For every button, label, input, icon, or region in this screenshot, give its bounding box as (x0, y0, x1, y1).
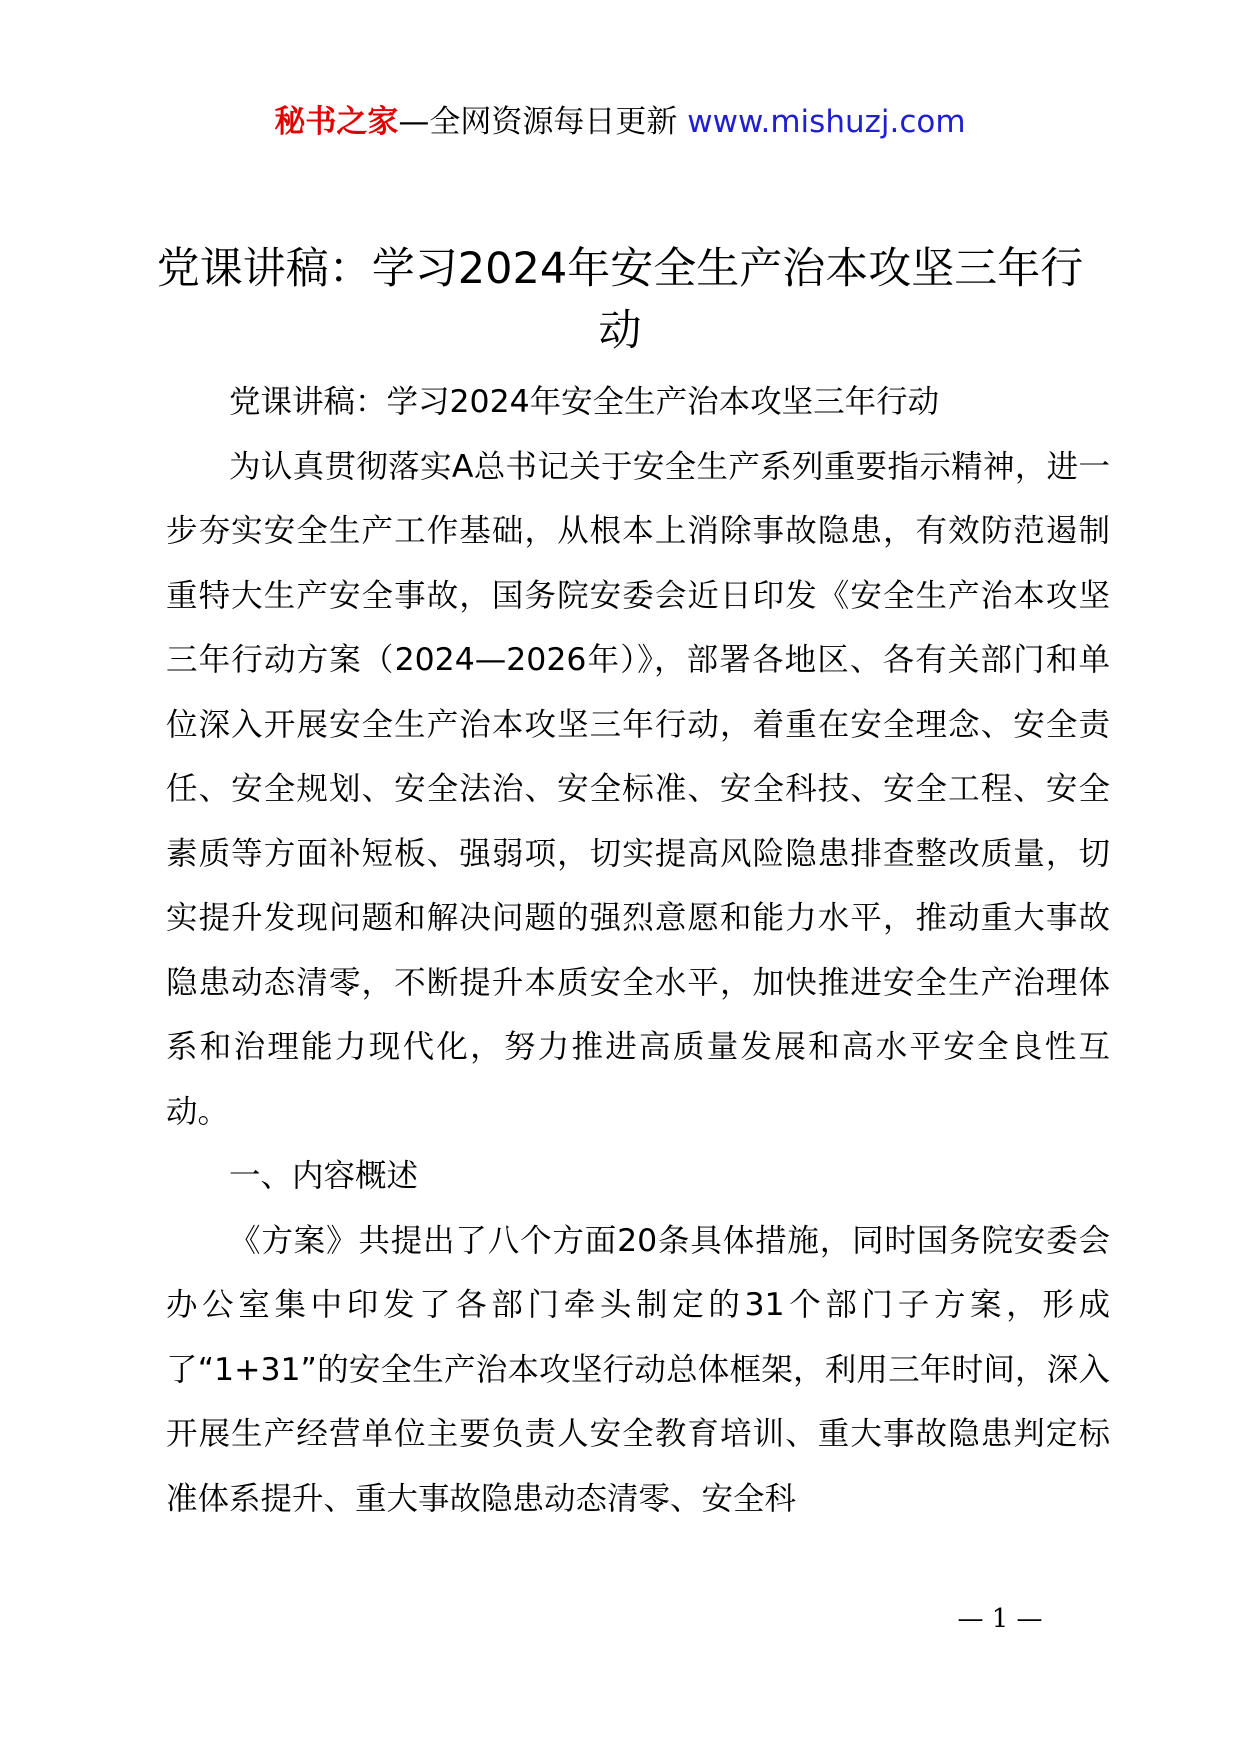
site-brand: 秘书之家 (274, 104, 399, 140)
site-tagline: —全网资源每日更新 (398, 104, 678, 140)
header-banner (0, 100, 1240, 144)
document-body (166, 370, 1110, 1531)
page-number: — 1 — (957, 1604, 1043, 1634)
section-heading: 一、内容概述 (229, 1158, 419, 1194)
document-title: 党课讲稿：学习2024年安全生产治本攻坚三年行动 (156, 244, 1084, 356)
body-paragraph: 《方案》共提出了八个方面20条具体措施，同时国务院安委会办公室集中印发了各部门牵头制定的31个部门子方案，形成了“1+31”的安全生产治本攻坚行动总体框架，利用三年时间，深入开展生产经营单位主要负责人安全教育培训、重大事故隐患判定标准体系提升、重大事故隐患动态清零、安全科 (166, 1222, 1110, 1517)
site-url-link[interactable]: www.mishuzj.com (687, 104, 966, 140)
body-paragraph: 党课讲稿：学习2024年安全生产治本攻坚三年行动 (229, 384, 940, 420)
body-paragraph: 为认真贯彻落实A总书记关于安全生产系列重要指示精神，进一步夯实安全生产工作基础，从根本上消除事故隐患，有效防范遏制重特大生产安全事故，国务院安委会近日印发《安全生产治本攻坚三年行动方案（2024—2026年）》，部署各地区、各有关部门和单位深入开展安全生产治本攻坚三年行动，着重在安全理念、安全责任、安全规划、安全法治、安全标准、安全科技、安全工程、安全素质等方面补短板、强弱项，切实提高风险隐患排查整改质量，切实提升发现问题和解决问题的强烈意愿和能力水平，推动重大事故隐患动态清零，不断提升本质安全水平，加快推进安全生产治理体系和治理能力现代化，努力推进高质量发展和高水平安全良性互动。 (166, 448, 1110, 1130)
